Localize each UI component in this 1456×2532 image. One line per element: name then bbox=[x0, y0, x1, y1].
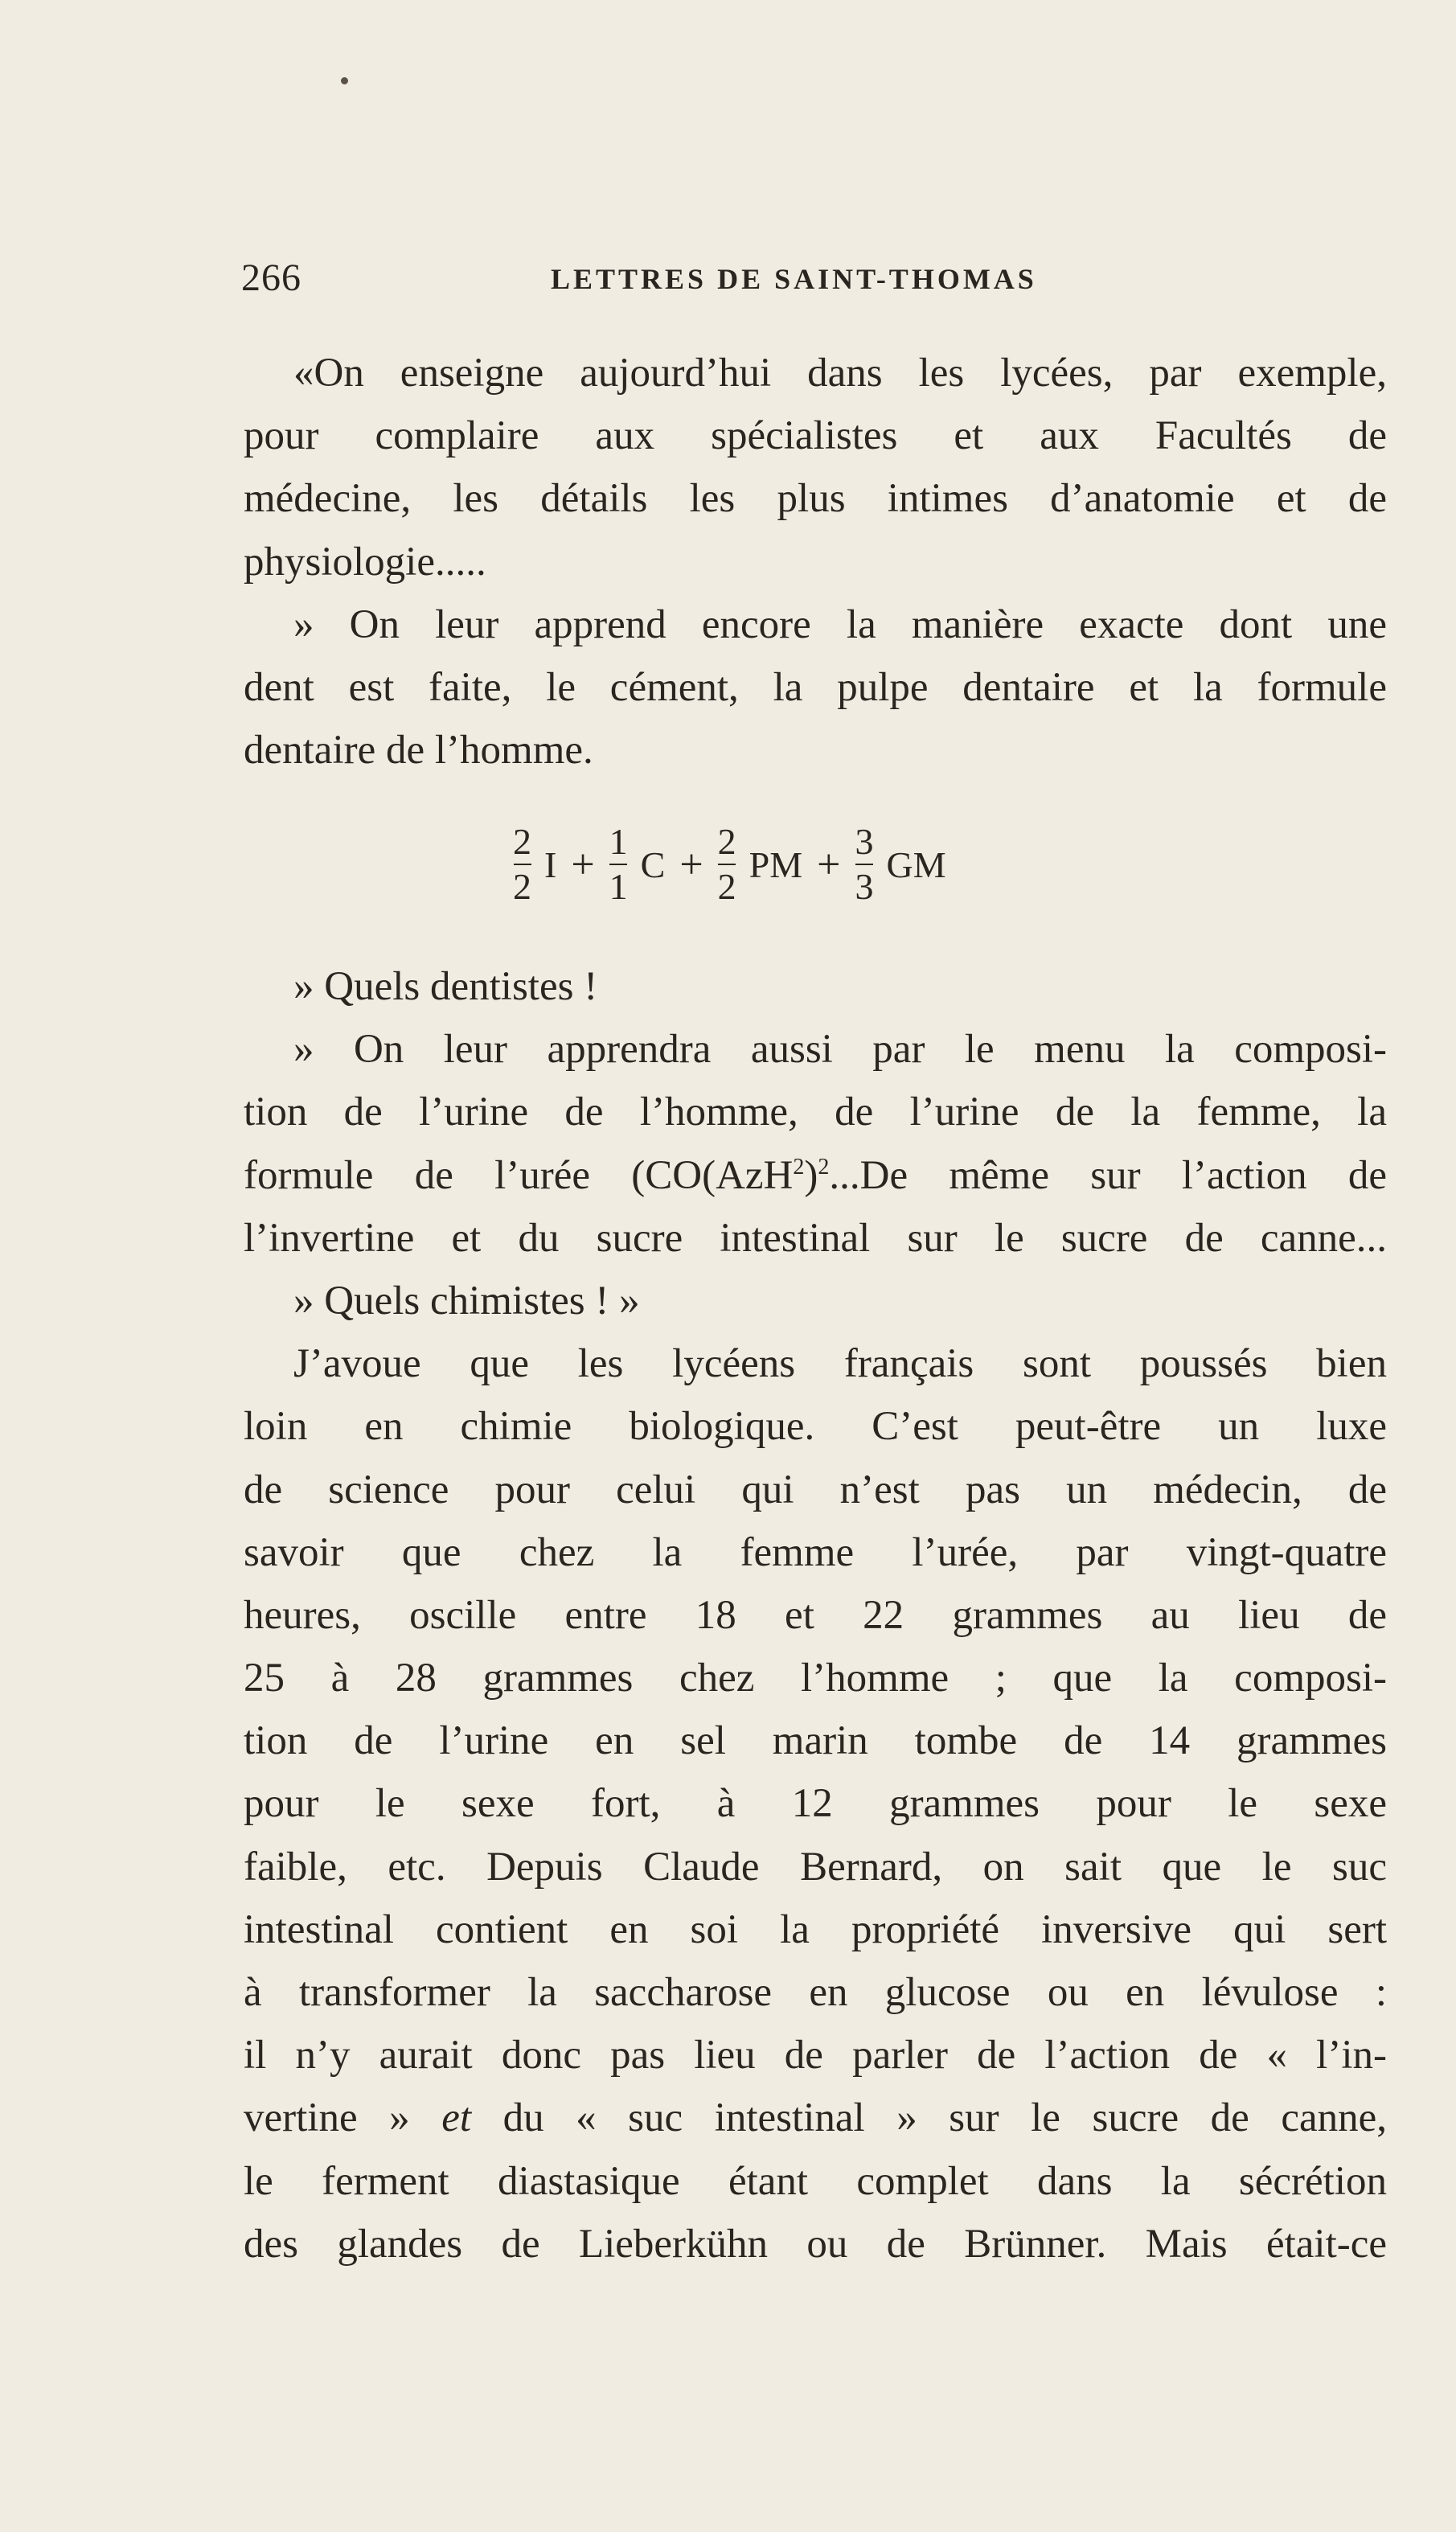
text-line: «On enseigne aujourd’hui dans les lycées, par exemple, bbox=[293, 351, 1387, 396]
superscript: 2 bbox=[818, 1154, 830, 1180]
fraction-numerator: 3 bbox=[855, 821, 874, 862]
text-line: tion de l’urine en sel marin tombe de 14 grammes bbox=[244, 1718, 1387, 1764]
fraction-numerator: 2 bbox=[717, 821, 736, 862]
formula-fraction bbox=[513, 823, 531, 905]
fraction-numerator: 1 bbox=[609, 821, 628, 862]
text-line: dent est faite, le cément, la pulpe dentaire et la formule bbox=[244, 664, 1387, 710]
fraction-denominator: 2 bbox=[513, 866, 531, 907]
superscript: 2 bbox=[793, 1154, 805, 1180]
formula-fraction bbox=[609, 823, 628, 905]
fraction-denominator: 1 bbox=[609, 866, 628, 907]
text-line bbox=[244, 2087, 1387, 2149]
formula-term: C bbox=[640, 843, 666, 885]
text-line: » Quels dentistes ! bbox=[293, 964, 598, 1009]
paragraph-block-1 bbox=[244, 342, 1387, 782]
text-line: pour complaire aux spécialistes et aux Facultés de bbox=[244, 413, 1387, 459]
text-line: intestinal contient en soi la propriété inversive qui sert bbox=[244, 1906, 1387, 1952]
text-fragment: ...De même sur l’action de bbox=[829, 1152, 1387, 1198]
text-fragment: ) bbox=[804, 1152, 818, 1198]
fraction-denominator: 3 bbox=[855, 866, 874, 907]
text-line: savoir que chez la femme l’urée, par vingt-quatre bbox=[244, 1529, 1387, 1575]
text-line: » On leur apprendra aussi par le menu la composi- bbox=[293, 1027, 1387, 1073]
text-line: physiologie..... bbox=[244, 539, 486, 585]
formula-fraction bbox=[718, 823, 736, 905]
text-line: tion de l’urine de l’homme, de l’urine de la femme, la bbox=[244, 1090, 1387, 1135]
page-number: 266 bbox=[241, 256, 301, 299]
text-line: » Quels chimistes ! » bbox=[293, 1278, 640, 1323]
text-line: pour le sexe fort, à 12 grammes pour le sexe bbox=[244, 1781, 1387, 1827]
formula-operator: + bbox=[679, 841, 703, 888]
text-line: 25 à 28 grammes chez l’homme ; que la composi- bbox=[244, 1656, 1387, 1701]
text-line: faible, etc. Depuis Claude Bernard, on sait que le suc bbox=[244, 1844, 1387, 1890]
text-line: le ferment diastasique étant complet dans la sécrétion bbox=[244, 2158, 1387, 2204]
fraction-numerator: 2 bbox=[513, 821, 531, 862]
formula-fraction bbox=[855, 823, 873, 905]
dental-formula bbox=[507, 804, 953, 925]
text-line: il n’y aurait donc pas lieu de parler de l’action de « l’in- bbox=[244, 2033, 1387, 2079]
formula-term: GM bbox=[886, 843, 946, 885]
text-line: » On leur apprend encore la manière exacte dont une bbox=[293, 601, 1387, 647]
print-speck bbox=[341, 77, 348, 84]
fraction-denominator: 2 bbox=[717, 866, 736, 907]
text-fragment: vertine » bbox=[244, 2095, 442, 2141]
text-line: médecine, les détails les plus intimes d’anatomie et de bbox=[244, 476, 1387, 522]
text-line: à transformer la saccharose en glucose ou en lévulose : bbox=[244, 1970, 1387, 2015]
text-line: l’invertine et du sucre intestinal sur le sucre de canne... bbox=[244, 1215, 1387, 1261]
italic-text: et bbox=[441, 2095, 472, 2141]
text-line: loin en chimie biologique. C’est peut-être un luxe bbox=[244, 1404, 1387, 1450]
text-line: J’avoue que les lycéens français sont poussés bien bbox=[293, 1341, 1387, 1387]
formula-operator: + bbox=[817, 841, 841, 888]
text-line bbox=[244, 1144, 1387, 1207]
formula-operator: + bbox=[571, 841, 595, 888]
formula-term: I bbox=[544, 843, 557, 885]
text-line: de science pour celui qui n’est pas un médecin, de bbox=[244, 1467, 1387, 1512]
text-line: dentaire de l’homme. bbox=[244, 728, 593, 774]
text-line: des glandes de Lieberkühn ou de Brünner. Mais était-ce bbox=[244, 2221, 1387, 2267]
text-fragment: du « suc intestinal » sur le sucre de canne, bbox=[471, 2095, 1387, 2141]
text-fragment: formule de l’urée (CO(AzH bbox=[244, 1152, 794, 1198]
formula-term: PM bbox=[749, 843, 803, 885]
text-line: heures, oscille entre 18 et 22 grammes au lieu de bbox=[244, 1592, 1387, 1638]
paragraph-block-2 bbox=[244, 955, 1387, 2276]
page-header bbox=[241, 256, 1093, 304]
running-title: LETTRES DE SAINT-THOMAS bbox=[551, 263, 1037, 295]
